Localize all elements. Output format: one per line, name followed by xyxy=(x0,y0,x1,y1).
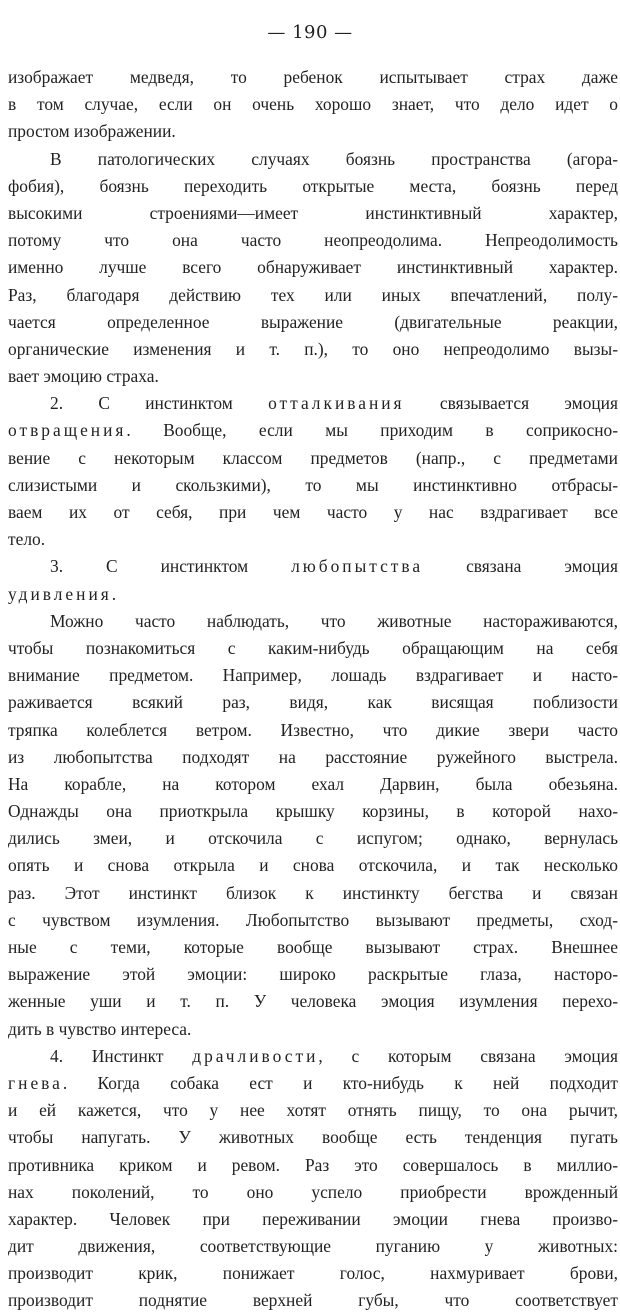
text-line xyxy=(8,64,618,91)
text-line xyxy=(8,1016,618,1043)
text-line xyxy=(8,363,618,390)
body-text xyxy=(8,64,618,1315)
text-line xyxy=(8,1206,618,1233)
text-run: . xyxy=(111,583,117,604)
text-line xyxy=(8,1097,618,1124)
text-line xyxy=(8,91,618,118)
text-run: и ей кажется, что у нее хотят отнять пищу, то она рычит, xyxy=(8,1100,618,1121)
text-run: потому что она часто неопреодолима. Непреодолимость xyxy=(8,230,618,251)
text-run: противника криком и ревом. Раз это совершалось в миллио- xyxy=(8,1154,618,1175)
text-line xyxy=(8,1070,618,1097)
text-run: вает эмоцию страха. xyxy=(8,366,159,387)
text-run: раживается всякий раз, видя, как висящая поблизости xyxy=(8,692,618,713)
page-number: — 190 — xyxy=(267,22,353,43)
text-run: в том случае, если он очень хорошо знает, что дело идет о xyxy=(8,94,618,115)
text-line xyxy=(8,798,618,825)
text-run: На корабле, на котором ехал Дарвин, была обезьяна. xyxy=(8,773,618,794)
text-run: нах поколений, то оно успело приобрести врожденный xyxy=(8,1181,618,1202)
text-run: Раз, благодаря действию тех или иных впечатлений, полу- xyxy=(8,284,618,305)
text-line xyxy=(8,227,618,254)
text-line xyxy=(8,472,618,499)
text-line xyxy=(8,254,618,281)
text-run: чтобы напугать. У животных вообще есть тенденция пугать xyxy=(8,1127,618,1148)
text-run: чтобы познакомиться с каким-нибудь обращающим на себя xyxy=(8,637,618,658)
text-line xyxy=(8,689,618,716)
text-line xyxy=(8,118,618,145)
text-line xyxy=(8,309,618,336)
text-line xyxy=(8,717,618,744)
text-run: женные уши и т. п. У человека эмоция изумления перехо- xyxy=(8,991,618,1012)
text-run: выражение этой эмоции: широко раскрытые глаза, настоpo- xyxy=(8,964,618,985)
text-line xyxy=(8,1179,618,1206)
text-run: именно лучше всего обнаруживает инстинктивный характер. xyxy=(8,257,618,278)
text-run: фобия), боязнь переходить открытые места, боязнь перед xyxy=(8,175,618,196)
text-run: с чувством изумления. Любопытство вызывают предметы, сход- xyxy=(8,909,618,930)
spaced-emphasis: гнева xyxy=(8,1072,63,1093)
text-line xyxy=(8,1233,618,1260)
text-line xyxy=(8,934,618,961)
text-run: вение с некоторым классом предметов (напр., с предметами xyxy=(8,447,618,468)
text-line xyxy=(8,581,618,608)
text-run: простом изображении. xyxy=(8,121,176,142)
text-run: Однажды она приоткрыла крышку корзины, в которой нахо- xyxy=(8,801,618,822)
text-line xyxy=(8,825,618,852)
text-run: органические изменения и т. п.), то оно непреодолимо вызы- xyxy=(8,338,618,359)
text-run: дить в чувство интереса. xyxy=(8,1018,192,1039)
text-line xyxy=(8,282,618,309)
spaced-emphasis: отталкивания xyxy=(268,393,405,414)
spaced-emphasis: любопытства xyxy=(291,556,424,577)
text-run: . Когда собака ест и кто-нибудь к ней подходит xyxy=(62,1072,618,1093)
spaced-emphasis: отвращения xyxy=(8,420,127,441)
text-line xyxy=(8,200,618,227)
text-run: 4. Инстинкт xyxy=(50,1045,193,1066)
text-run: Можно часто наблюдать, что животные настораживаются, xyxy=(50,610,618,631)
text-run: связывается эмоция xyxy=(404,393,618,414)
spaced-emphasis: драчливости xyxy=(192,1045,319,1066)
text-line xyxy=(8,390,618,417)
text-line xyxy=(8,771,618,798)
text-run: ваем их от себя, при чем часто у нас вздрагивает все xyxy=(8,502,618,522)
text-line xyxy=(8,608,618,635)
text-run: В патологических случаях боязнь пространства (агора- xyxy=(50,148,618,169)
text-run: раз. Этот инстинкт близок к инстинкту бегства и связан xyxy=(8,882,618,903)
spaced-emphasis: удивления xyxy=(8,583,112,604)
text-run: дились змеи, и отскочила с испугом; однако, вернулась xyxy=(8,828,618,849)
text-run: 3. С инстинктом xyxy=(50,556,292,577)
text-line xyxy=(8,988,618,1015)
text-run: ные с теми, которые вообще вызывают страх. Внешнее xyxy=(8,937,618,957)
text-line xyxy=(8,1287,618,1314)
text-line xyxy=(8,1043,618,1070)
text-run: опять и снова открыла и снова отскочила, и так несколько xyxy=(8,855,618,876)
text-run: 2. С инстинктом xyxy=(50,393,269,414)
text-run: внимание предметом. Например, лошадь вздрагивает и насто- xyxy=(8,665,618,686)
text-run: . Вообще, если мы приходим в соприкосно- xyxy=(126,420,618,441)
text-line xyxy=(8,445,618,472)
text-line xyxy=(8,526,618,553)
text-line xyxy=(8,336,618,363)
text-run: чается определенное выражение (двигательные реакции, xyxy=(8,311,618,332)
text-line xyxy=(8,907,618,934)
text-line xyxy=(8,662,618,689)
text-line xyxy=(8,1124,618,1151)
text-run: из любопытства подходят на расстояние ружейного выстрела. xyxy=(8,746,618,767)
text-line xyxy=(8,173,618,200)
text-run: слизистыми и скользкими), то мы инстинктивно отбрасы- xyxy=(8,474,618,495)
text-line xyxy=(8,499,618,526)
text-line xyxy=(8,961,618,988)
text-line xyxy=(8,1152,618,1179)
text-run: связана эмоция xyxy=(423,556,618,577)
text-run: производит крик, понижает голос, нахмуривает брови, xyxy=(8,1263,618,1284)
text-line xyxy=(8,553,618,580)
text-line xyxy=(8,880,618,907)
text-line xyxy=(8,635,618,662)
text-line xyxy=(8,1260,618,1287)
text-line xyxy=(8,744,618,771)
text-run: изображает медведя, то ребенок испытывает страх даже xyxy=(8,67,618,87)
text-line xyxy=(8,146,618,173)
text-run: тело. xyxy=(8,529,46,550)
text-run: характер. Человек при переживании эмоции гнева произво- xyxy=(8,1208,618,1229)
text-run: высокими строениями—имеет инстинктивный характер, xyxy=(8,202,618,223)
text-line xyxy=(8,852,618,879)
text-line xyxy=(8,417,618,444)
text-run: , с которым связана эмоция xyxy=(318,1045,618,1066)
text-run: производит поднятие верхней губы, что соответствует xyxy=(8,1290,618,1311)
text-run: дит движения, соответствующие пуганию у животных: xyxy=(8,1236,618,1257)
text-run: тряпка колеблется ветром. Известно, что дикие звери часто xyxy=(8,719,618,740)
